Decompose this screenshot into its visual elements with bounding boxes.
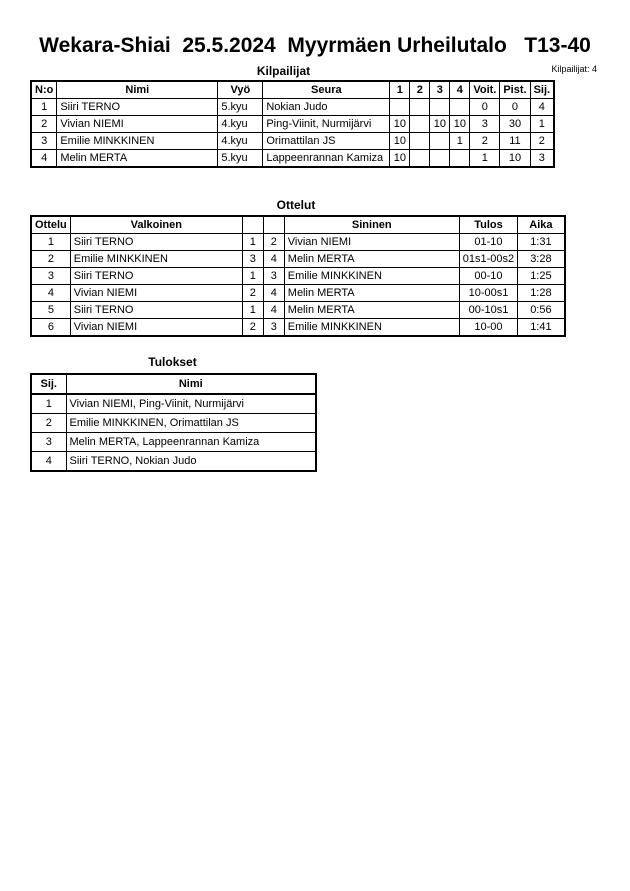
cell-seura: Lappeenrannan Kamiza [263,150,390,168]
table-row [31,452,316,472]
header-opp1: 1 [390,81,410,99]
cell-pist: 0 [500,99,530,116]
header-opp3: 3 [430,81,450,99]
cell-tulos: 00-10 [459,268,517,285]
cell-tulos: 01s1-00s2 [459,251,517,268]
cell-aika: 3:28 [518,251,565,268]
cell-opp4 [450,150,470,168]
table-row [31,150,554,168]
cell-nimi: Vivian NIEMI [57,116,218,133]
cell-white-no: 2 [242,319,263,337]
header-no: N:o [31,81,57,99]
cell-seura: Nokian Judo [263,99,390,116]
cell-vyo: 4.kyu [218,133,263,150]
cell-aika: 1:31 [518,234,565,251]
cell-sininen: Vivian NIEMI [284,234,459,251]
cell-seura: Ping-Viinit, Nurmijärvi [263,116,390,133]
cell-blue-no: 3 [263,268,284,285]
cell-blue-no: 4 [263,302,284,319]
cell-tulos: 00-10s1 [459,302,517,319]
header-sij: Sij. [31,374,66,394]
cell-aika: 1:28 [518,285,565,302]
table-row [31,433,316,452]
cell-pist: 11 [500,133,530,150]
header-nimi: Nimi [57,81,218,99]
cell-opp4: 10 [450,116,470,133]
cell-ottelu: 4 [31,285,70,302]
cell-tulos: 10-00s1 [459,285,517,302]
cell-blue-no: 2 [263,234,284,251]
header-opp2: 2 [410,81,430,99]
cell-nimi: Melin MERTA [57,150,218,168]
cell-nimi: Emilie MINKKINEN, Orimattilan JS [66,414,316,433]
cell-vyo: 5.kyu [218,99,263,116]
cell-vyo: 4.kyu [218,116,263,133]
cell-sij: 2 [530,133,554,150]
cell-voit: 0 [470,99,500,116]
cell-opp1: 10 [390,150,410,168]
ottelut-table [30,215,566,337]
kilpailijat-section-title: Kilpailijat [256,64,311,78]
header-nimi: Nimi [66,374,316,394]
cell-sininen: Emilie MINKKINEN [284,319,459,337]
tulokset-header-row [31,374,316,394]
table-row [31,394,316,414]
table-row [31,251,565,268]
cell-seura: Orimattilan JS [263,133,390,150]
cell-valkoinen: Emilie MINKKINEN [70,251,242,268]
cell-vyo: 5.kyu [218,150,263,168]
cell-opp1: 10 [390,133,410,150]
cell-white-no: 1 [242,302,263,319]
header-aika: Aika [518,216,565,234]
cell-aika: 1:25 [518,268,565,285]
cell-ottelu: 2 [31,251,70,268]
cell-tulos: 10-00 [459,319,517,337]
cell-nimi: Emilie MINKKINEN [57,133,218,150]
cell-white-no: 2 [242,285,263,302]
cell-white-no: 1 [242,234,263,251]
cell-sij: 4 [31,452,66,472]
cell-white-no: 3 [242,251,263,268]
header-seura: Seura [263,81,390,99]
header-vyo: Vyö [218,81,263,99]
cell-sininen: Melin MERTA [284,285,459,302]
header-sininen: Sininen [284,216,459,234]
cell-nimi: Vivian NIEMI, Ping-Viinit, Nurmijärvi [66,394,316,414]
table-row [31,268,565,285]
cell-opp2 [410,150,430,168]
cell-valkoinen: Vivian NIEMI [70,319,242,337]
cell-opp2 [410,116,430,133]
cell-sij: 2 [31,414,66,433]
cell-pist: 30 [500,116,530,133]
table-row [31,414,316,433]
cell-sininen: Emilie MINKKINEN [284,268,459,285]
cell-sij: 1 [530,116,554,133]
cell-valkoinen: Siiri TERNO [70,268,242,285]
table-row [31,285,565,302]
cell-sininen: Melin MERTA [284,251,459,268]
header-valkoinen: Valkoinen [70,216,242,234]
cell-voit: 1 [470,150,500,168]
kilpailijat-table [30,80,555,168]
cell-voit: 3 [470,116,500,133]
header-pist: Pist. [500,81,530,99]
cell-sij: 3 [31,433,66,452]
page-title: Wekara-Shiai 25.5.2024 Myyrmäen Urheilutalo T13-40 [39,34,591,57]
cell-nimi: Siiri TERNO [57,99,218,116]
cell-opp2 [410,99,430,116]
cell-ottelu: 5 [31,302,70,319]
cell-no: 3 [31,133,57,150]
header-ottelu: Ottelu [31,216,70,234]
cell-aika: 1:41 [518,319,565,337]
cell-opp1: 10 [390,116,410,133]
cell-blue-no: 4 [263,251,284,268]
table-row [31,234,565,251]
tulokset-section-title: Tulokset [148,355,197,369]
cell-ottelu: 1 [31,234,70,251]
cell-sininen: Melin MERTA [284,302,459,319]
cell-no: 2 [31,116,57,133]
cell-voit: 2 [470,133,500,150]
cell-sij: 1 [31,394,66,414]
header-blue-no [263,216,284,234]
cell-aika: 0:56 [518,302,565,319]
table-row [31,116,554,133]
cell-no: 4 [31,150,57,168]
cell-white-no: 1 [242,268,263,285]
header-opp4: 4 [450,81,470,99]
cell-opp2 [410,133,430,150]
cell-nimi: Siiri TERNO, Nokian Judo [66,452,316,472]
cell-blue-no: 4 [263,285,284,302]
cell-opp4: 1 [450,133,470,150]
header-voit: Voit. [470,81,500,99]
table-row [31,99,554,116]
ottelut-header-row [31,216,565,234]
header-tulos: Tulos [459,216,517,234]
header-white-no [242,216,263,234]
cell-nimi: Melin MERTA, Lappeenrannan Kamiza [66,433,316,452]
cell-valkoinen: Vivian NIEMI [70,285,242,302]
tulokset-table [30,373,317,472]
cell-sij: 4 [530,99,554,116]
cell-opp1 [390,99,410,116]
cell-sij: 3 [530,150,554,168]
cell-valkoinen: Siiri TERNO [70,302,242,319]
header-sij: Sij. [530,81,554,99]
cell-opp4 [450,99,470,116]
cell-blue-no: 3 [263,319,284,337]
cell-ottelu: 6 [31,319,70,337]
cell-opp3: 10 [430,116,450,133]
cell-valkoinen: Siiri TERNO [70,234,242,251]
cell-no: 1 [31,99,57,116]
competitor-count-note: Kilpailijat: 4 [551,64,597,74]
table-row [31,133,554,150]
cell-opp3 [430,150,450,168]
cell-tulos: 01-10 [459,234,517,251]
kilpailijat-header-row [31,81,554,99]
cell-pist: 10 [500,150,530,168]
table-row [31,319,565,337]
cell-opp3 [430,133,450,150]
ottelut-section-title: Ottelut [276,198,316,212]
cell-opp3 [430,99,450,116]
cell-ottelu: 3 [31,268,70,285]
table-row [31,302,565,319]
